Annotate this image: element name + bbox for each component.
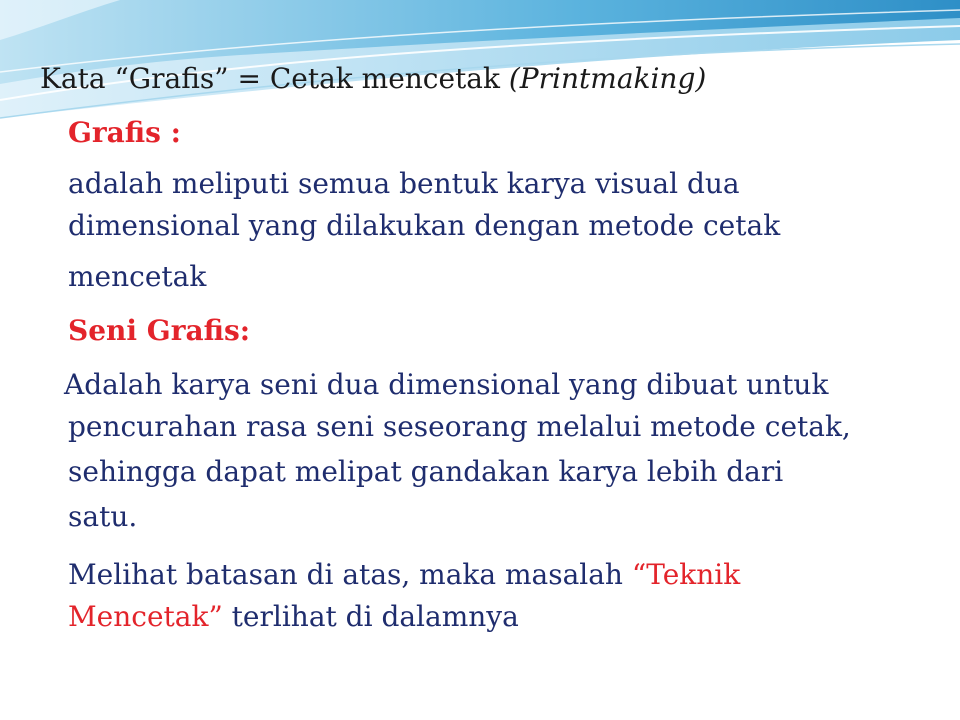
conclusion-highlight: “Teknik — [631, 558, 741, 591]
seni-grafis-definition-line: pencurahan rasa seni seseorang melalui metode cetak, — [68, 410, 851, 443]
conclusion-highlight: Mencetak” — [68, 600, 223, 633]
conclusion-line-1 — [68, 554, 740, 596]
grafis-definition-line: dimensional yang dilakukan dengan metode cetak — [68, 209, 781, 242]
intro-line — [40, 58, 706, 100]
grafis-definition-line: adalah meliputi semua bentuk karya visual dua — [68, 167, 740, 200]
seni-grafis-heading: Seni Grafis: — [68, 314, 251, 347]
conclusion-text: terlihat di dalamnya — [222, 600, 519, 633]
intro-italic-term: (Printmaking) — [508, 62, 707, 95]
intro-text: Kata “Grafis” = Cetak mencetak — [40, 62, 509, 95]
conclusion-line-2 — [68, 596, 519, 638]
grafis-definition-line: mencetak — [68, 260, 207, 293]
seni-grafis-definition-line: Adalah karya seni dua dimensional yang dibuat untuk — [64, 368, 829, 401]
conclusion-text: Melihat batasan di atas, maka masalah — [68, 558, 632, 591]
grafis-heading: Grafis : — [68, 116, 182, 149]
seni-grafis-definition-line: satu. — [68, 500, 138, 533]
seni-grafis-definition-line: sehingga dapat melipat gandakan karya lebih dari — [68, 455, 784, 488]
